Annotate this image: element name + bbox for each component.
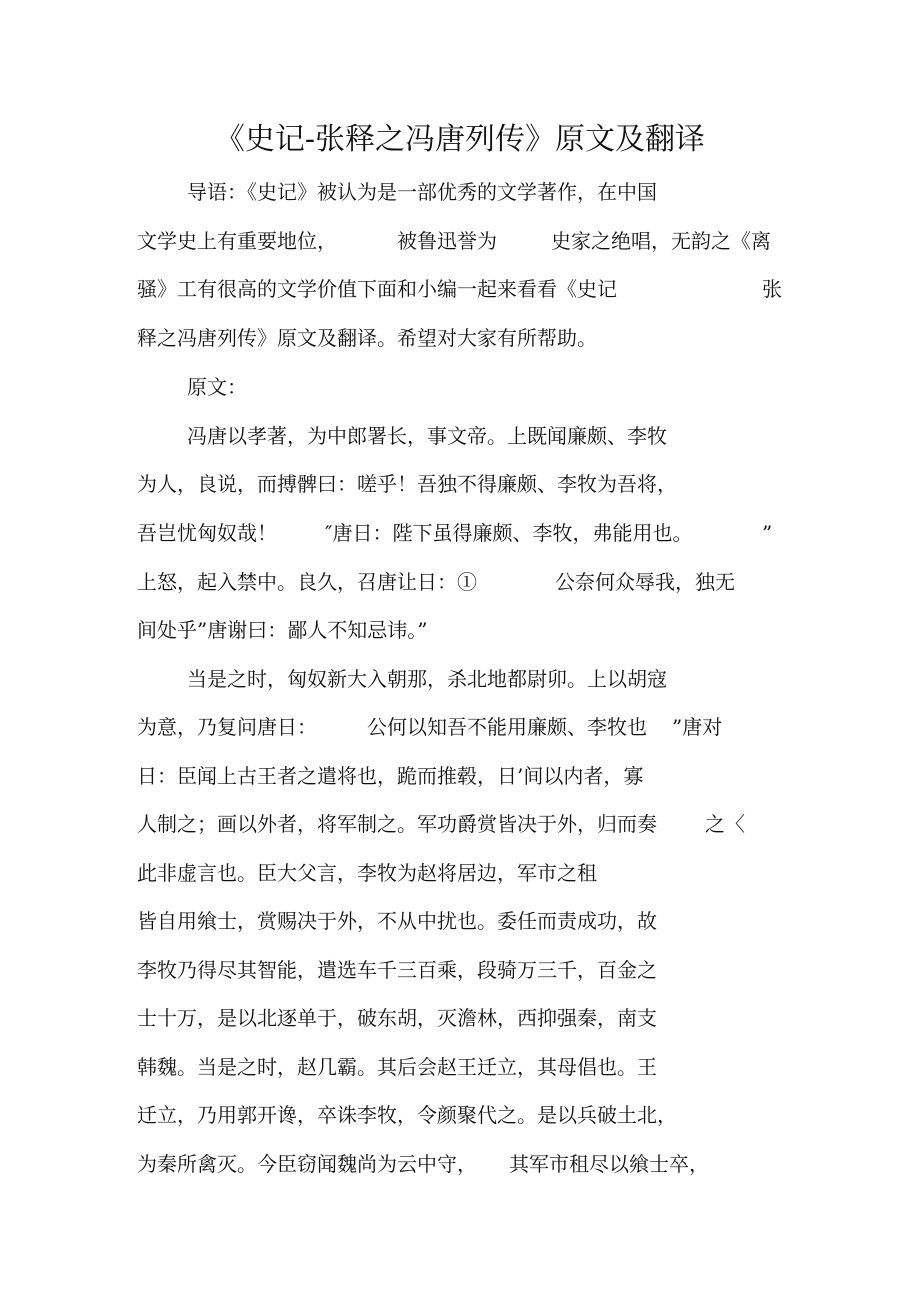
- text-segment: 此非虚言也。臣大父言，李牧为赵将居边，军市之租: [137, 861, 597, 885]
- text-segment: 间处乎”唐谢曰：鄙人不知忌讳。”: [137, 618, 428, 642]
- text-segment: 原文：: [187, 375, 247, 399]
- text-segment: 张: [762, 277, 782, 301]
- text-segment: 公何以知吾不能用廉颇、李牧也: [367, 715, 647, 739]
- text-segment: 之〈: [705, 812, 745, 836]
- text-segment: 韩魏。当是之时，赵几霸。其后会赵王迁立，其母倡也。王: [137, 1055, 657, 1079]
- page-title: 《史记-张释之冯唐列传》原文及翻译: [214, 122, 706, 157]
- text-segment: 释之冯唐列传》原文及翻译。希望对大家有所帮助。: [137, 326, 597, 350]
- text-segment: 骚》工有很高的文学价值下面和小编一起来看看《史记: [137, 277, 617, 301]
- text-segment: 其军市租尽以飨士卒，: [509, 1152, 709, 1176]
- text-segment: 公奈何众辱我，独无: [555, 570, 735, 594]
- text-segment: ”唐对: [672, 715, 723, 739]
- text-segment: 为意，乃复问唐日：: [137, 715, 317, 739]
- text-segment: ”: [762, 521, 773, 545]
- text-segment: 为秦所禽灭。今臣窃闻魏尚为云中守，: [137, 1152, 477, 1176]
- text-segment: 上怒，起入禁中。良久，召唐让日：①: [137, 570, 477, 594]
- text-segment: 吾岂忧匈奴哉！: [137, 521, 277, 545]
- text-segment: 导语：《史记》被认为是一部优秀的文学著作，在中国: [187, 180, 657, 204]
- text-segment: 为人，良说，而搏髀曰：嗟乎！吾独不得廉颇、李牧为吾将，: [137, 472, 677, 496]
- text-segment: 被鲁迅誉为: [397, 229, 497, 253]
- text-segment: 迁立，乃用郭开谗，卒诛李牧，令颜聚代之。是以兵破土北，: [137, 1103, 677, 1127]
- text-segment: ″唐日：陛下虽得廉颇、李牧，弗能用也。: [325, 521, 693, 545]
- text-segment: 皆自用飨士，赏赐决于外，不从中扰也。委任而责成功，故: [137, 909, 657, 933]
- text-segment: 人制之；画以外者，将军制之。军功爵赏皆决于外，归而奏: [137, 812, 657, 836]
- text-segment: 士十万，是以北逐单于，破东胡，灭澹林，西抑强秦，南支: [137, 1006, 657, 1030]
- text-segment: 史家之绝唱，无韵之《离: [551, 229, 771, 253]
- text-segment: 李牧乃得尽其智能，遣选车千三百乘，段骑万三千，百金之: [137, 958, 657, 982]
- text-segment: 冯唐以孝著，为中郎署长，事文帝。上既闻廉颇、李牧: [187, 424, 667, 448]
- text-segment: 当是之时，匈奴新大入朝那，杀北地都尉卯。上以胡寇: [187, 667, 667, 691]
- text-segment: 文学史上有重要地位，: [137, 229, 337, 253]
- text-segment: 日：臣闻上古王者之遣将也，跪而推毂，日’间以内者，寡: [137, 764, 644, 788]
